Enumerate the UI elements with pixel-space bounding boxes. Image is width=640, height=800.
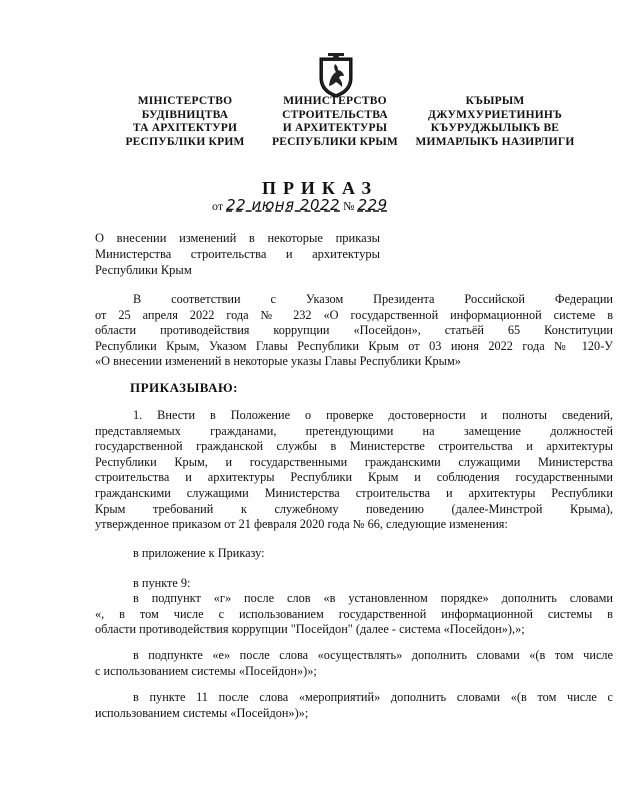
header-russian: МИНИСТЕРСТВО СТРОИТЕЛЬСТВА И АРХИТЕКТУРЫ РЕСПУБЛИКИ КРЫМ	[272, 95, 398, 148]
item-1-paragraph: 1. Внести в Положение о проверке достоверности и полноты сведений, представляемых гражданами, претендующими на замещение должностей государственной гражданской службы в Министерстве строительства и архитектуры Республики Крым, и государственными гражданскими служащими Министерства строительства и архитектуры Республики Крым и соблюдения государственными гражданскими служащими Министерства строительства и архитектуры Республики Крым требований к служебному поведению (далее-Минстрой Крыма), утвержденное приказом от 21 февраля 2020 года № 66, следующие изменения:	[95, 408, 613, 532]
order-subject: О внесении изменений в некоторые приказы Министерства строительства и архитектуры Республики Крым	[95, 231, 380, 277]
order-date: 22 июня 2022	[226, 196, 341, 214]
subpoint-g-paragraph: в подпункт «г» после слов «в установленном порядке» дополнить словами «, в том числе с использованием государственной информационной системы в области противодействия коррупции "Посейдон" (далее - система «Посейдон»),»;	[95, 591, 613, 637]
subpoint-e-paragraph: в подпункте «е» после слова «осуществлять» дополнить словами «(в том числе с использованием системы «Посейдон»)»;	[95, 648, 613, 678]
point-9-line: в пункте 9:	[133, 576, 191, 590]
order-word: ПРИКАЗЫВАЮ:	[130, 380, 238, 395]
order-number: 229	[357, 196, 388, 214]
point-11-paragraph: в пункте 11 после слова «мероприятий» дополнить словами «(в том числе с использованием системы «Посейдон»)»;	[95, 690, 613, 720]
header-crimean-tatar: КЪЫРЫМ ДЖУМХУРИЕТИНИНЪ КЪУРУДЖЫЛЫКЪ ВЕ МИМАРЛЫКЪ НАЗИРЛИГИ	[415, 95, 575, 148]
header-ukrainian: МІНІСТЕРСТВО БУДІВНИЦТВА ТА АРХІТЕКТУРИ РЕСПУБЛІКИ КРИМ	[125, 95, 245, 148]
appendix-line: в приложение к Приказу:	[133, 546, 265, 560]
preamble-paragraph: В соответствии с Указом Президента Российской Федерации от 25 апреля 2022 года № 232 «О государственной информационной системе в области противодействия коррупции «Посейдон», статьёй 65 Конституции Республики Крым, Указом Главы Республики Крым от 03 июня 2022 года № 120-У «О внесении изменений в некоторые указы Главы Республики Крым»	[95, 292, 613, 369]
order-date-number: от 22 июня 2022 № 229	[212, 196, 388, 214]
document-title: ПРИКАЗ	[261, 178, 379, 198]
crimea-coat-of-arms-icon	[316, 52, 356, 98]
